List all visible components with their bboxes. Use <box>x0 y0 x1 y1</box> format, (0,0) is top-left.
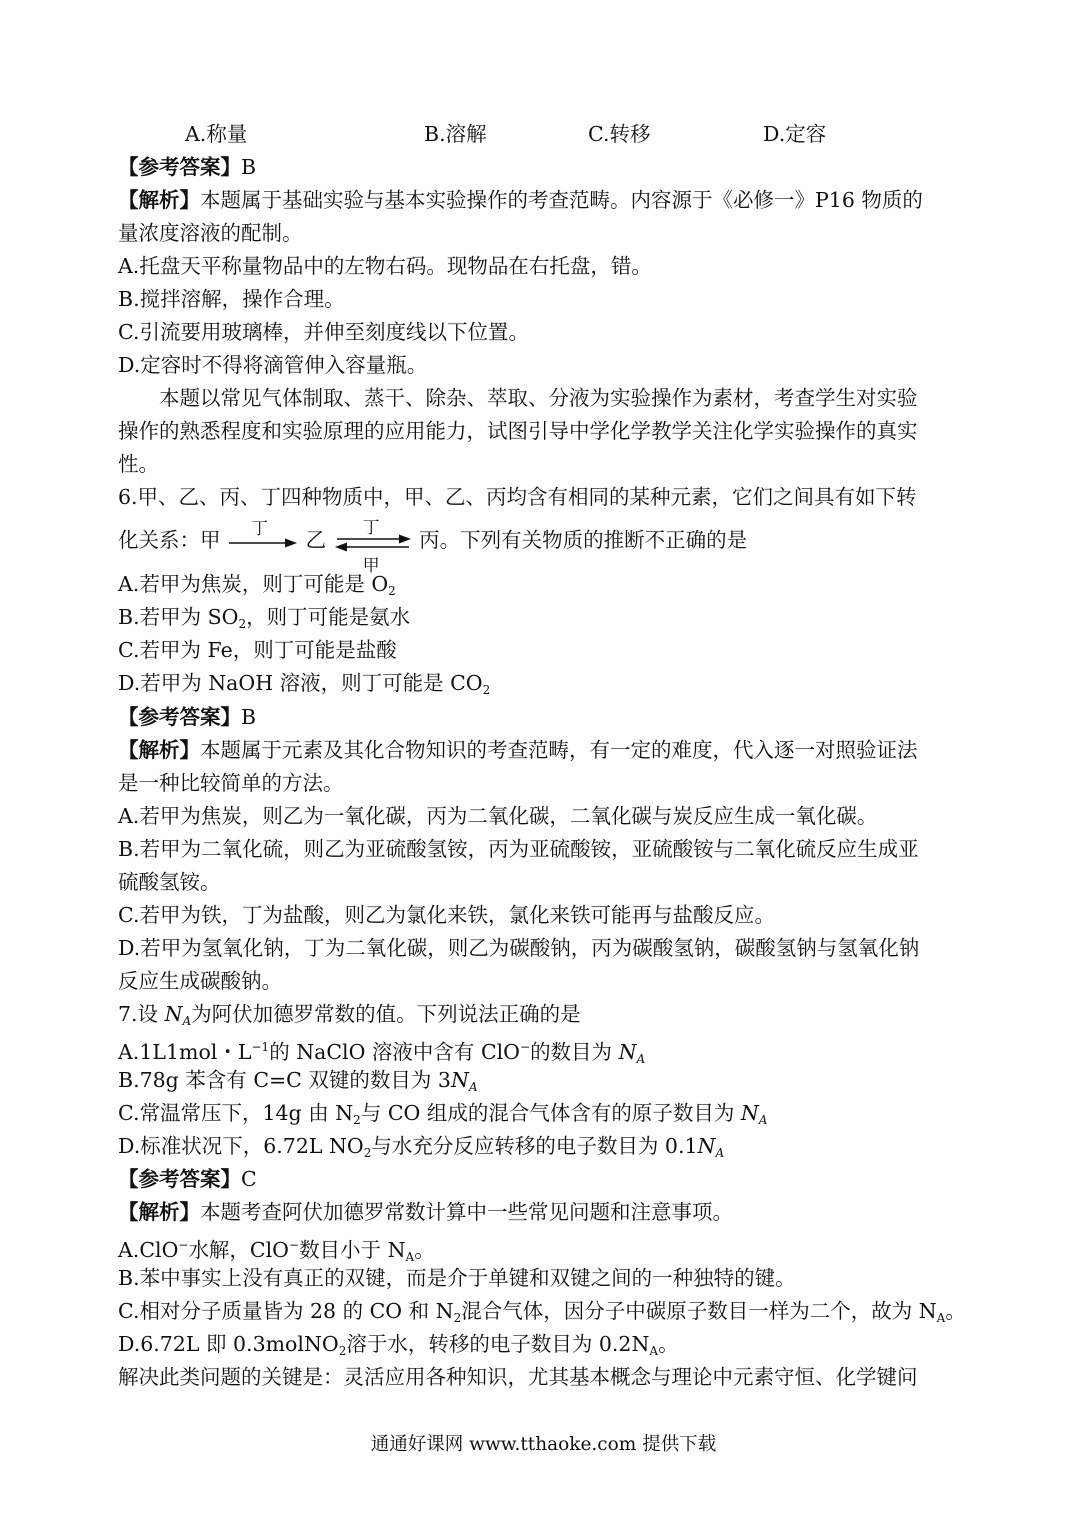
q7-analysis: 【解析】本题考查阿伏加德罗常数计算中一些常见问题和注意事项。 <box>118 1200 733 1224</box>
q6-forward-label: 丁 <box>362 517 380 538</box>
q5-summary-line-1: 本题以常见气体制取、蒸干、除杂、萃取、分液为实验操作为素材，考查学生对实验 <box>159 386 918 410</box>
q7-option-a: A.1L1mol・$L^{-1}$的 NaClO 溶液中含有 ClO−的数目为 $N_A$ <box>118 1040 646 1066</box>
q7-answer: 【参考答案】C <box>118 1167 257 1191</box>
q6-option-c: C.若甲为 Fe，则丁可能是盐酸 <box>118 638 397 662</box>
q5-analysis-line-1: 【解析】本题属于基础实验与基本实验操作的考查范畴。内容源于《必修一》P16 物质的 <box>118 188 923 212</box>
q5-analysis-line-2: 量浓度溶液的配制。 <box>118 221 303 245</box>
q6-explain-b-line-1: B.若甲为二氧化硫，则乙为亚硫酸氢铵，丙为亚硫酸铵，亚硫酸铵与二氧化硫反应生成亚 <box>118 837 919 861</box>
q6-explain-a: A.若甲为焦炭，则乙为一氧化碳，丙为二氧化碳，二氧化碳与炭反应生成一氧化碳。 <box>118 804 878 828</box>
q6-arrow-1-label: 丁 <box>251 518 269 539</box>
q6-stem-line-1: 6.甲、乙、丙、丁四种物质中，甲、乙、丙均含有相同的某种元素，它们之间具有如下转 <box>118 485 917 509</box>
q7-stem: 7.设 $N_A$为阿伏加德罗常数的值。下列说法正确的是 <box>118 1002 581 1028</box>
q5-point-a: A.托盘天平称量物品中的左物右码。现物品在右托盘，错。 <box>118 254 652 278</box>
q7-explain-b: B.苯中事实上没有真正的双键，而是介于单键和双键之间的一种独特的键。 <box>118 1266 796 1290</box>
q6-explain-d-line-1: D.若甲为氢氧化钠，丁为二氧化碳，则乙为碳酸钠，丙为碳酸氢钠，碳酸氢钠与氢氧化钠 <box>118 936 920 960</box>
q5-point-c: C.引流要用玻璃棒，并伸至刻度线以下位置。 <box>118 320 529 344</box>
q5-options <box>118 118 974 150</box>
q6-reverse-label: 甲 <box>362 555 380 576</box>
q6-stem-line-2: 化关系：甲 丁 乙 丁 甲 丙。下列有关物质的推断不正确的是 <box>118 524 747 564</box>
q7-option-d: D.标准状况下，6.72L $NO_2$与水充分反应转移的电子数目为 $0.1N_A$ <box>118 1134 725 1160</box>
page-footer: 通通好课网 www.tthaoke.com 提供下载 <box>370 1434 717 1455</box>
q6-explain-b-line-2: 硫酸氢铵。 <box>118 870 221 894</box>
q6-arrow-1-icon <box>227 526 299 558</box>
q5-point-b: B.搅拌溶解，操作合理。 <box>118 287 345 311</box>
q7-explain-c: C.相对分子质量皆为 28 的 CO 和 $N_2$混合气体，因分子中碳原子数目一样为二个，故为 $N_A$。 <box>118 1299 966 1325</box>
q5-option-d: D.定容 <box>763 122 827 146</box>
q6-option-a: A.若甲为焦炭，则丁可能是 $O_2$ <box>118 572 396 598</box>
q6-option-b: B.若甲为 $SO_2$，则丁可能是氨水 <box>118 605 411 631</box>
q7-conclusion: 解决此类问题的关键是：灵活应用各种知识，尤其基本概念与理论中元素守恒、化学键问 <box>118 1365 918 1389</box>
q5-answer: 【参考答案】B <box>118 155 257 179</box>
q6-equilibrium-icon <box>333 526 413 558</box>
q6-explain-c: C.若甲为铁，丁为盐酸，则乙为氯化来铁，氯化来铁可能再与盐酸反应。 <box>118 903 775 927</box>
q6-answer: 【参考答案】B <box>118 705 257 729</box>
q7-explain-d: D.6.72L 即 0.3molNO$_2$溶于水，转移的电子数目为 $0.2N_A$。 <box>118 1332 679 1358</box>
q7-option-b: B.78g 苯含有 C=C 双键的数目为 $3N_A$ <box>118 1068 478 1094</box>
q5-option-b: B.溶解 <box>424 122 487 146</box>
q5-option-a: A.称量 <box>185 122 248 146</box>
q5-option-c: C.转移 <box>588 122 651 146</box>
q7-explain-a: A.ClO−水解，ClO−数目小于 $N_A$。 <box>118 1238 435 1264</box>
q6-analysis-line-2: 是一种比较简单的方法。 <box>118 771 344 795</box>
q5-summary-line-3: 性。 <box>118 452 159 476</box>
q6-option-d: D.若甲为 NaOH 溶液，则丁可能是 $CO_2$ <box>118 671 491 697</box>
q6-equilibrium-arrows <box>333 517 413 576</box>
q6-explain-d-line-2: 反应生成碳酸钠。 <box>118 969 282 993</box>
q6-bing: 丙 <box>419 528 440 552</box>
q6-jia: 甲 <box>200 528 221 552</box>
q5-point-d: D.定容时不得将滴管伸入容量瓶。 <box>118 353 428 377</box>
q6-arrow-1 <box>227 518 299 558</box>
q5-summary-line-2: 操作的熟悉程度和实验原理的应用能力，试图引导中学化学教学关注化学实验操作的真实 <box>118 419 918 443</box>
q6-yi: 乙 <box>305 528 327 552</box>
q7-option-c: C.常温常压下，14g 由 $N_2$与 CO 组成的混合气体含有的原子数目为 $N_A$ <box>118 1101 768 1127</box>
q6-analysis-line-1: 【解析】本题属于元素及其化合物知识的考查范畴，有一定的难度，代入逐一对照验证法 <box>118 738 918 762</box>
